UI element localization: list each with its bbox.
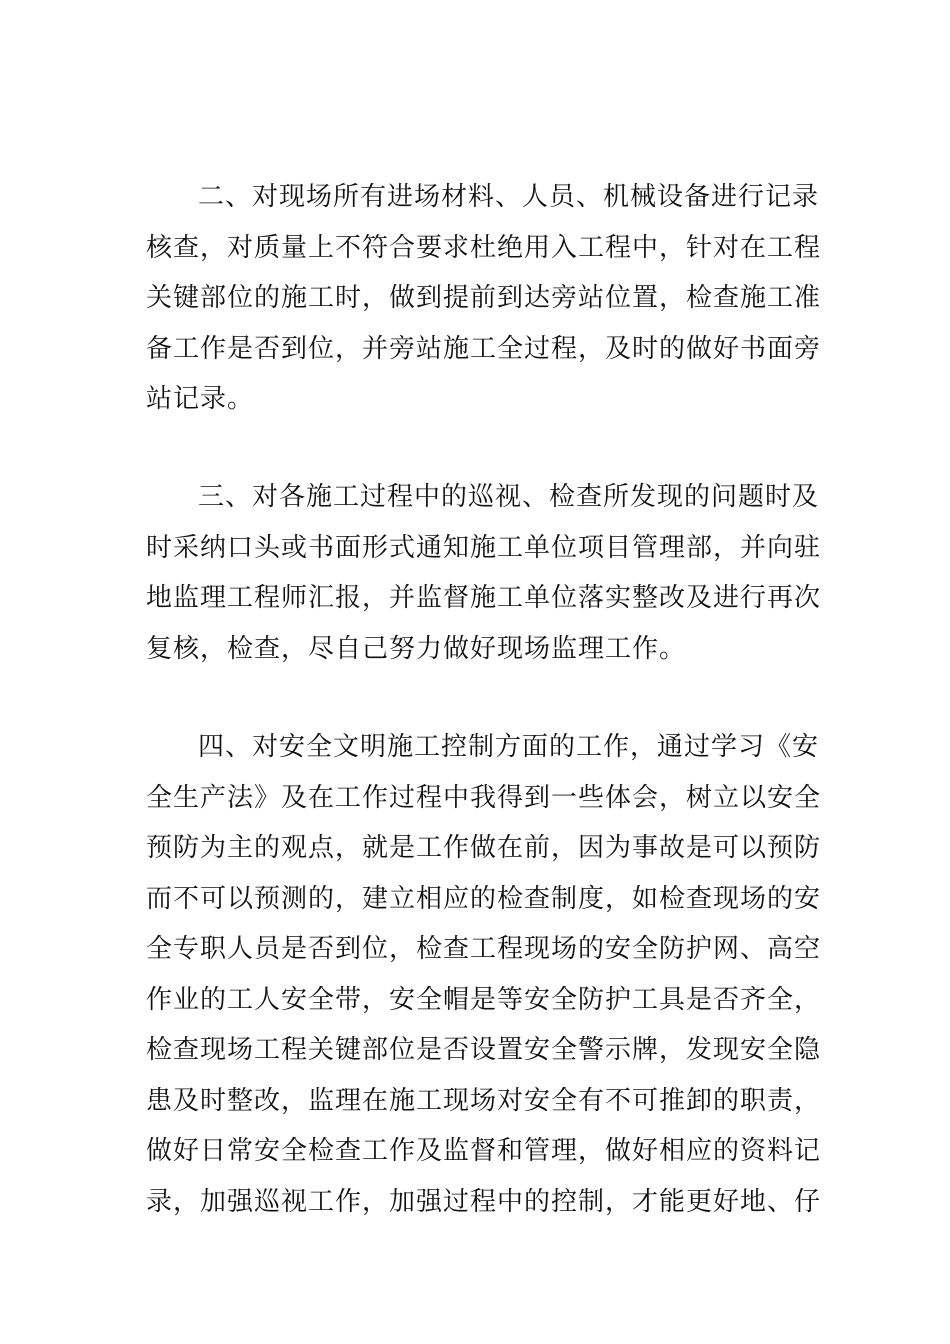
paragraph-line: 四、对安全文明施工控制方面的工作，通过学习《安 <box>198 732 820 762</box>
paragraph-line: 而不可以预测的，建立相应的检查制度，如检查现场的安 <box>146 883 822 914</box>
paragraph-line: 录，加强巡视工作，加强过程中的控制，才能更好地、仔 <box>146 1186 822 1217</box>
paragraph-line: 做好日常安全检查工作及监督和管理，做好相应的资料记 <box>146 1136 822 1166</box>
paragraph-line: 二、对现场所有进场材料、人员、机械设备进行记录 <box>198 182 820 212</box>
paragraph-line: 站记录。 <box>146 384 255 414</box>
paragraph-line: 全专职人员是否到位，检查工程现场的安全防护网、高空 <box>146 934 822 964</box>
paragraph-line: 地监理工程师汇报，并监督施工单位落实整改及进行再次 <box>146 583 822 613</box>
paragraph-section-2 <box>146 172 822 425</box>
paragraph-line: 三、对各施工过程中的巡视、检查所发现的问题时及 <box>198 482 820 512</box>
paragraph-line: 患及时整改，监理在施工现场对安全有不可推卸的职责， <box>146 1085 822 1116</box>
paragraph-line: 关键部位的施工时，做到提前到达旁站位置，检查施工准 <box>146 283 822 313</box>
paragraph-line: 预防为主的观点，就是工作做在前，因为事故是可以预防 <box>146 833 822 863</box>
paragraph-line: 复核，检查，尽自己努力做好现场监理工作。 <box>146 633 687 664</box>
paragraph-section-4 <box>146 722 822 1227</box>
paragraph-line: 全生产法》及在工作过程中我得到一些体会，树立以安全 <box>146 782 822 813</box>
paragraph-line: 备工作是否到位，并旁站施工全过程，及时的做好书面旁 <box>146 333 822 364</box>
paragraph-line: 作业的工人安全带，安全帽是等安全防护工具是否齐全， <box>146 984 822 1015</box>
paragraph-section-3 <box>146 472 822 674</box>
paragraph-line: 检查现场工程关键部位是否设置安全警示牌，发现安全隐 <box>146 1035 822 1065</box>
paragraph-line: 时采纳口头或书面形式通知施工单位项目管理部，并向驻 <box>146 532 822 563</box>
paragraph-line: 核查，对质量上不符合要求杜绝用入工程中，针对在工程 <box>146 232 822 263</box>
